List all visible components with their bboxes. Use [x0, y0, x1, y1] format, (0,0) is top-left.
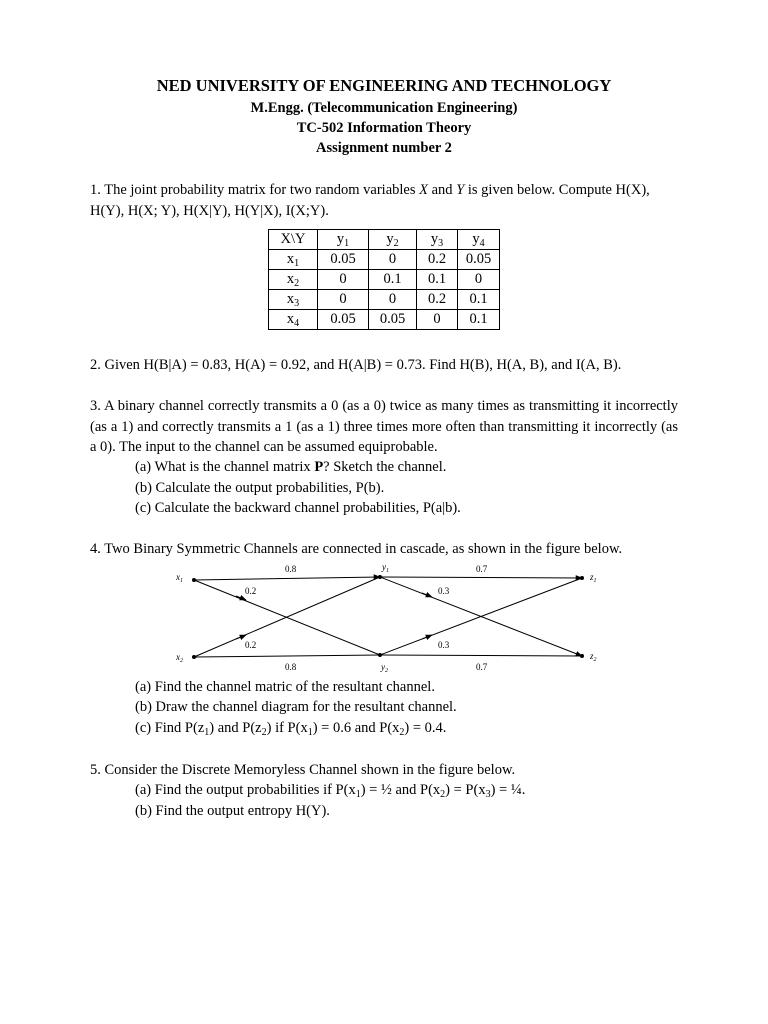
q3a-text-post: ? Sketch the channel.: [323, 459, 447, 475]
question-3b: (b) Calculate the output probabilities, P(b).: [135, 480, 385, 496]
prob-cross-left-lower: 0.2: [245, 640, 257, 650]
q3a-text: (a) What is the channel matrix: [135, 459, 315, 475]
table-cell: 0.1: [417, 270, 458, 290]
edge-x1-y1: [194, 577, 380, 580]
table-cell: 0.1: [369, 270, 417, 290]
table-cell: 0: [318, 270, 369, 290]
label-x1: $x_1$: [176, 572, 183, 584]
node-z2: [580, 654, 584, 658]
label-x2: $x_2$: [176, 652, 183, 664]
edge-x2-y2: [194, 655, 380, 657]
question-4b: (b) Draw the channel diagram for the resultant channel.: [135, 699, 457, 715]
col-header-y3: $y_3$: [417, 230, 458, 250]
table-cell: 0.2: [417, 290, 458, 310]
prob-bottom-right: 0.7: [476, 662, 488, 672]
cascade-channel-diagram: [0, 555, 768, 675]
label-z1: $z_1$: [590, 572, 597, 584]
row-header-x2: $x_2$: [269, 270, 318, 290]
table-cell: 0: [369, 290, 417, 310]
label-z2: $z_2$: [590, 651, 597, 663]
prob-cross-right-upper: 0.3: [438, 586, 450, 596]
table-cell: 0.05: [369, 310, 417, 330]
table-cell: 0: [417, 310, 458, 330]
table-cell: 0.1: [458, 290, 500, 310]
question-5a: (a) Find the output probabilities if $P(x_1)$ = ½ and $P(x_2) = P(x_3)$ = ¼.: [135, 782, 526, 800]
question-4a: (a) Find the channel matric of the resultant channel.: [135, 679, 435, 695]
joint-probability-table: [268, 229, 500, 330]
question-3a: [135, 457, 446, 478]
question-3c: (c) Calculate the backward channel probabilities, P(a|b).: [135, 500, 461, 516]
table-cell: 0: [458, 270, 500, 290]
col-header-y4: $y_4$: [458, 230, 500, 250]
table-row: [269, 250, 500, 270]
prob-cross-left-upper: 0.2: [245, 586, 257, 596]
edge-x2-y1: [194, 577, 380, 657]
node-x2: [192, 655, 196, 659]
question-5b: (b) Find the output entropy H(Y).: [135, 803, 330, 819]
question-5: 5. Consider the Discrete Memoryless Channel shown in the figure below.: [90, 762, 516, 778]
q1-text-c: is given below. Compute H(X), H(Y), H(X; Y), H(X|Y), H(Y|X), I(X;Y).: [90, 182, 650, 219]
table-header-row: [269, 230, 500, 250]
col-header-y1: $y_1$: [318, 230, 369, 250]
course-title: TC-502 Information Theory: [296, 120, 472, 136]
table-cell: 0.2: [417, 250, 458, 270]
assignment-title: Assignment number 2: [316, 140, 452, 156]
prob-top-left: 0.8: [285, 564, 297, 574]
table-cell: 0.1: [458, 310, 500, 330]
arrow-x2-y1: [236, 635, 246, 639]
node-y2: [378, 653, 382, 657]
q1-var-y: Y: [456, 182, 465, 198]
question-4: 4. Two Binary Symmetric Channels are connected in cascade, as shown in the figure below.: [90, 541, 623, 557]
q1-text-b: and: [428, 182, 457, 198]
arrow-y1-z2: [422, 593, 432, 597]
q3a-bold-p: P: [314, 459, 324, 475]
edge-y2-z1: [380, 578, 582, 655]
node-y1: [378, 575, 382, 579]
prob-cross-right-lower: 0.3: [438, 640, 450, 650]
table-row: [269, 310, 500, 330]
edge-y1-z1: [380, 577, 582, 578]
program-title: M.Engg. (Telecommunication Engineering): [250, 100, 518, 116]
node-z1: [580, 576, 584, 580]
prob-top-right: 0.7: [476, 564, 488, 574]
table-cell: 0: [369, 250, 417, 270]
table-corner: X\Y: [269, 230, 318, 250]
label-y1: $y_1$: [382, 562, 389, 574]
table-row: [269, 270, 500, 290]
table-cell: 0.05: [318, 250, 369, 270]
question-2: 2. Given H(B|A) = 0.83, H(A) = 0.92, and H(A|B) = 0.73. Find H(B), H(A, B), and I(A, B).: [90, 357, 622, 373]
table-cell: 0.05: [318, 310, 369, 330]
row-header-x1: $x_1$: [269, 250, 318, 270]
arrow-y2-z1: [422, 635, 432, 639]
table-row: [269, 290, 500, 310]
prob-bottom-left: 0.8: [285, 662, 297, 672]
edge-y2-z2: [380, 655, 582, 656]
university-title: NED UNIVERSITY OF ENGINEERING AND TECHNOLOGY: [156, 76, 612, 95]
q1-var-x: X: [419, 182, 428, 198]
question-1: [90, 180, 678, 221]
row-header-x4: $x_4$: [269, 310, 318, 330]
node-x1: [192, 578, 196, 582]
table-cell: 0: [318, 290, 369, 310]
q1-text-a: 1. The joint probability matrix for two random variables: [90, 182, 420, 198]
col-header-y2: $y_2$: [369, 230, 417, 250]
row-header-x3: $x_3$: [269, 290, 318, 310]
label-y2: $y_2$: [381, 662, 388, 674]
question-4c: (c) Find $P(z_1)$ and $P(z_2)$ if $P(x_1) = 0.6$ and $P(x_2) = 0.4$.: [135, 720, 447, 738]
table-cell: 0.05: [458, 250, 500, 270]
question-3: 3. A binary channel correctly transmits a 0 (as a 0) twice as many times as transmitting it incorrectly (as a 1) and correctly transmits a 1 (as a 1) three times more often than transmitting it incorrectly (as a 0). The input to the channel can be assumed equiprobable.: [90, 398, 678, 455]
